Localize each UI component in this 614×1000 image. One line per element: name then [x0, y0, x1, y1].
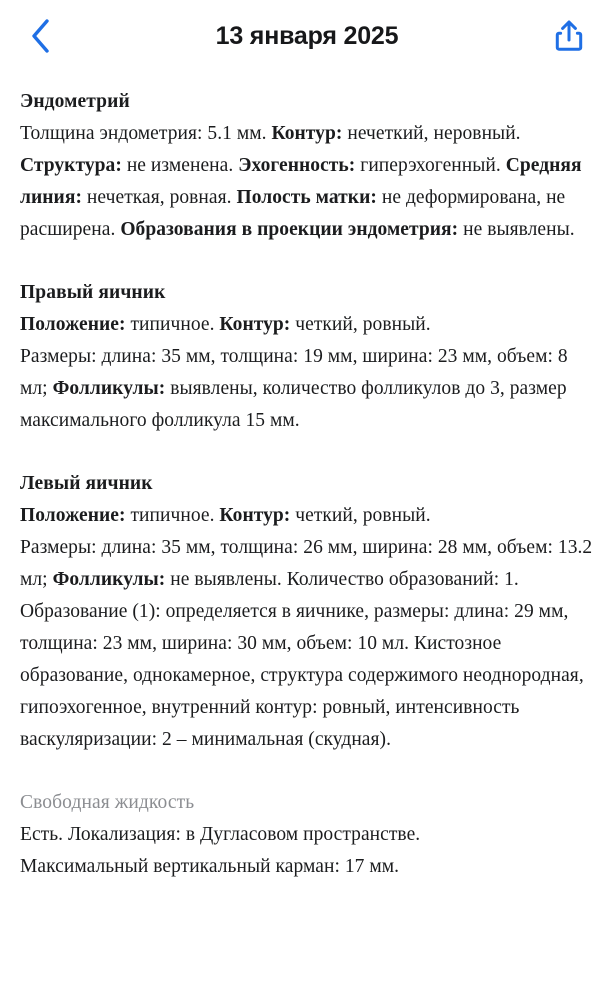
- section-heading: Свободная жидкость: [20, 792, 195, 813]
- section-paragraph: [20, 309, 594, 341]
- field-value: выявлены, количество фолликулов до 3, размер максимального фолликула 15 мм.: [20, 378, 567, 431]
- field-label: Эхогенность:: [238, 155, 356, 176]
- field-value: типичное.: [125, 505, 220, 526]
- section-heading: Эндометрий: [20, 91, 130, 112]
- field-value: не выявлены. Количество образований: 1. Образование (1): определяется в яичнике, размеры: длина: 29 мм, толщина: 23 мм, ширина: 30 мм, объем: 10 мл. Кистозное образование, однокамерное, структура содержимого неоднородная, гипоэхогенное, внутренний контур: ровный, интенсивность васкуляризации: 2 – минимальная (скудная).: [20, 569, 584, 750]
- field-value: Максимальный вертикальный карман: 17 мм.: [20, 856, 400, 877]
- field-value: не изменена.: [121, 155, 239, 176]
- field-value: нечеткий, неровный.: [342, 123, 521, 144]
- field-label: Фолликулы:: [52, 378, 166, 399]
- report-body: [0, 72, 614, 883]
- field-value: четкий, ровный.: [290, 314, 431, 335]
- share-icon: [554, 19, 584, 53]
- field-label: Средняя линия:: [20, 155, 582, 208]
- field-label: Положение:: [20, 314, 126, 335]
- navigation-bar: [0, 0, 614, 72]
- field-label: Полость матки:: [236, 187, 377, 208]
- share-button[interactable]: [546, 13, 592, 59]
- field-value: четкий, ровный.: [290, 505, 431, 526]
- chevron-left-icon: [30, 18, 52, 54]
- field-label: Образования в проекции эндометрия:: [120, 219, 459, 240]
- section-paragraph: [20, 851, 594, 883]
- section-paragraph: [20, 532, 594, 756]
- section-paragraph: [20, 341, 594, 437]
- field-label: Контур:: [271, 123, 343, 144]
- section-paragraph: [20, 819, 594, 851]
- field-value: Есть. Локализация: в Дугласовом пространстве.: [20, 824, 421, 845]
- section-paragraph: [20, 118, 594, 246]
- field-label: Положение:: [20, 505, 126, 526]
- report-section: [20, 277, 594, 437]
- field-value: Толщина эндометрия: 5.1 мм.: [20, 123, 272, 144]
- report-section: [20, 86, 594, 246]
- field-value: не деформирована, не расширена.: [20, 187, 566, 240]
- field-label: Контур:: [219, 505, 291, 526]
- field-value: нечеткая, ровная.: [82, 187, 237, 208]
- field-label: Фолликулы:: [52, 569, 166, 590]
- field-value: гиперэхогенный.: [355, 155, 506, 176]
- page-title: 13 января 2025: [215, 21, 399, 50]
- section-paragraph: [20, 500, 594, 532]
- section-heading: Правый яичник: [20, 282, 166, 303]
- section-heading: Левый яичник: [20, 473, 153, 494]
- report-section: [20, 468, 594, 756]
- report-section: [20, 787, 594, 883]
- field-value: не выявлены.: [458, 219, 575, 240]
- back-button[interactable]: [18, 13, 64, 59]
- field-value: Размеры: длина: 35 мм, толщина: 26 мм, ширина: 28 мм, объем: 13.2 мл;: [20, 537, 593, 590]
- field-label: Структура:: [20, 155, 122, 176]
- field-label: Контур:: [219, 314, 291, 335]
- field-value: типичное.: [125, 314, 220, 335]
- field-value: Размеры: длина: 35 мм, толщина: 19 мм, ширина: 23 мм, объем: 8 мл;: [20, 346, 568, 399]
